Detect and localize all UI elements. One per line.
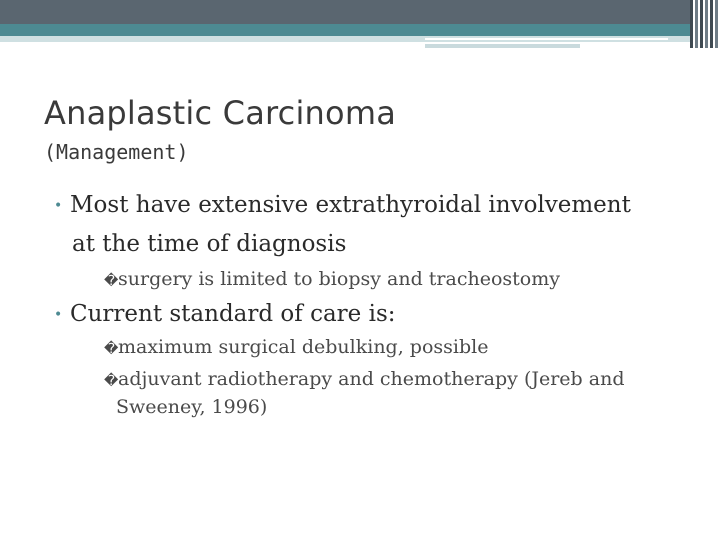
corner-stripes-decoration xyxy=(690,0,720,48)
subitem-text: adjuvant radiotherapy and chemotherapy (Jereb and xyxy=(118,368,625,390)
subitem-2-2-continuation: Sweeney, 1996) xyxy=(116,396,268,418)
bullet-1-continuation: at the time of diagnosis xyxy=(72,231,347,257)
bullet-2 xyxy=(44,298,396,331)
bullet-2-text: Current standard of care is: xyxy=(70,301,396,327)
bullet-dot-icon: • xyxy=(54,198,63,214)
header-accent-line-2 xyxy=(425,44,580,48)
bullet-1-text: Most have extensive extrathyroidal involvement xyxy=(70,192,631,218)
slide-subtitle: (Management) xyxy=(44,140,189,164)
subitem-2-1 xyxy=(104,336,488,358)
subitem-1-1 xyxy=(104,268,560,290)
missing-glyph-icon: � xyxy=(104,273,119,289)
header-bar-teal xyxy=(0,24,720,36)
subitem-2-2 xyxy=(104,368,624,390)
subitem-text: surgery is limited to biopsy and tracheostomy xyxy=(118,268,560,290)
bullet-dot-icon: • xyxy=(54,307,63,323)
header-accent-line xyxy=(425,38,668,40)
missing-glyph-icon: � xyxy=(104,341,119,357)
bullet-1 xyxy=(44,186,694,225)
slide-title: Anaplastic Carcinoma xyxy=(44,94,396,132)
subitem-text: maximum surgical debulking, possible xyxy=(118,336,489,358)
header-bar-dark xyxy=(0,0,720,24)
missing-glyph-icon: � xyxy=(104,373,119,389)
